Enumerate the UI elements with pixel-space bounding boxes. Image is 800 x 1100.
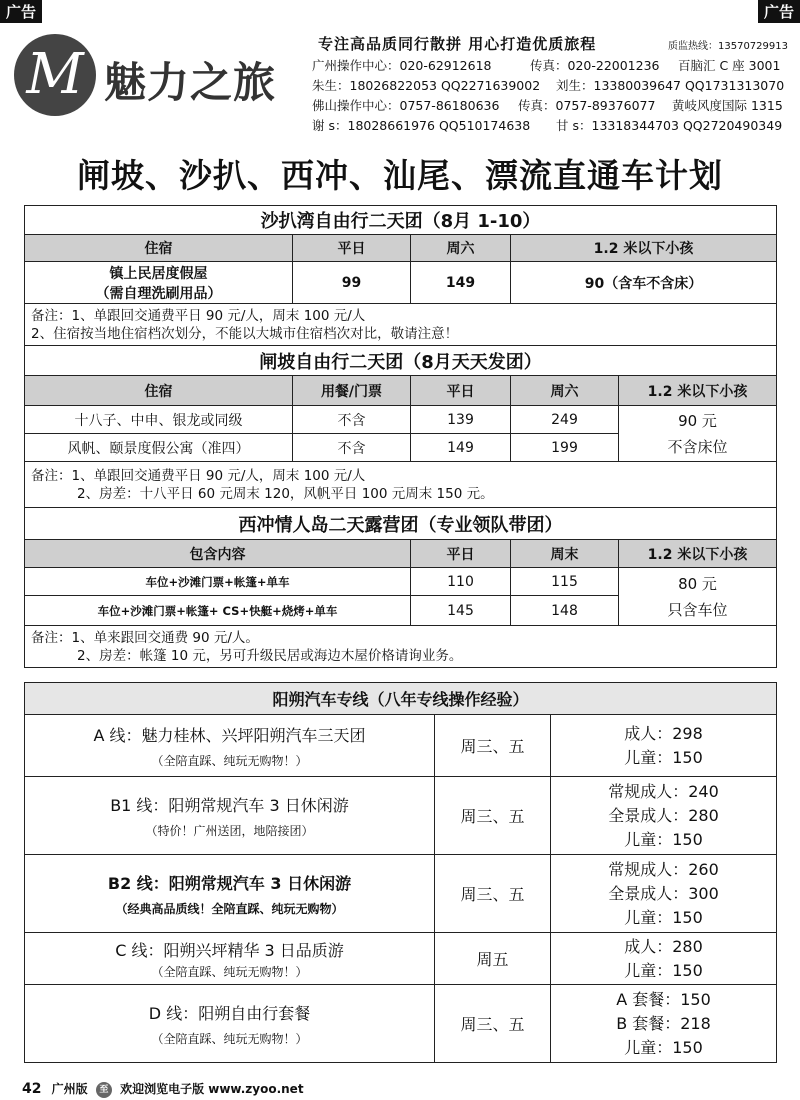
- route-a-price-1: 成人：298: [624, 723, 703, 743]
- zhapo-notes: [25, 462, 777, 508]
- logo-name: 魅力之旅: [104, 58, 277, 107]
- zhapo-header-weekday: 平日: [411, 376, 511, 406]
- route-d-days: 周三、五: [435, 985, 551, 1063]
- route-d-price-2: B 套餐：218: [616, 1013, 711, 1033]
- xichong-header-weekday: 平日: [411, 540, 511, 568]
- shaba-notes: [25, 304, 777, 346]
- route-d-price-1: A 套餐：150: [616, 989, 711, 1009]
- route-c-prices: [551, 933, 777, 985]
- zhapo-row-2-lodging: 风帆、颐景度假公寓（准四）: [25, 434, 293, 462]
- shaba-lodging-name: 镇上民居度假屋: [109, 265, 208, 282]
- route-b2-price-1: 常规成人：260: [608, 859, 719, 879]
- route-b2-name: B2 线：阳朔常规汽车 3 日休闲游: [107, 873, 352, 893]
- shaba-note-2: 2、住宿按当地住宿档次划分，不能以大城市住宿档次对比，敬请注意！: [31, 325, 459, 342]
- zhapo-header-lodging: 住宿: [25, 376, 293, 406]
- hotline: 质监热线：13570729913: [668, 41, 788, 52]
- shaba-lodging: [25, 262, 293, 304]
- page-number: 42: [22, 1081, 42, 1097]
- xichong-child-note: 只含车位: [667, 600, 728, 619]
- route-d: [25, 985, 435, 1063]
- route-c-price-2: 儿童：150: [624, 960, 703, 980]
- route-c: [25, 933, 435, 985]
- route-b1-price-1: 常规成人：240: [608, 781, 719, 801]
- shaba-header-saturday: 周六: [411, 235, 511, 262]
- zhapo-row-1-weekday: 139: [411, 406, 511, 434]
- shaba-note-1: 备注：1、单跟回交通费平日 90 元/人，周末 100 元/人: [31, 307, 366, 324]
- xichong-title: 西冲情人岛二天露营团（专业领队带团）: [25, 508, 777, 540]
- footer-text: 欢迎浏览电子版 www.zyoo.net: [120, 1082, 304, 1096]
- zhapo-child-price: 90 元: [678, 411, 717, 430]
- zhapo-table: [24, 345, 777, 508]
- route-c-name: C 线：阳朔兴坪精华 3 日品质游: [115, 940, 344, 960]
- zhapo-row-2-saturday: 199: [511, 434, 619, 462]
- shaba-table: [24, 205, 777, 346]
- route-d-sub: （全陪直踩、纯玩无购物！）: [151, 1031, 308, 1046]
- xichong-row-2-weekday: 145: [411, 596, 511, 626]
- zhapo-header-saturday: 周六: [511, 376, 619, 406]
- zhapo-title: 闸坡自由行二天团（8月天天发团）: [25, 346, 777, 376]
- route-d-name: D 线：阳朔自由行套餐: [148, 1003, 311, 1023]
- shaba-lodging-note: （需自理洗刷用品）: [95, 285, 222, 302]
- zhapo-header-child: 1.2 米以下小孩: [619, 376, 777, 406]
- zhapo-row-1-saturday: 249: [511, 406, 619, 434]
- route-b2-price-3: 儿童：150: [624, 907, 703, 927]
- zhapo-row-2-meals: 不含: [293, 434, 411, 462]
- shaba-header-lodging: 住宿: [25, 235, 293, 262]
- route-a-days: 周三、五: [435, 715, 551, 777]
- xichong-header-child: 1.2 米以下小孩: [619, 540, 777, 568]
- footer: [22, 1080, 304, 1098]
- yangshuo-table: [24, 682, 777, 1063]
- route-b2: [25, 855, 435, 933]
- zhapo-row-1-meals: 不含: [293, 406, 411, 434]
- xichong-row-1-contents: 车位+沙滩门票+帐篷+单车: [25, 568, 411, 596]
- xichong-row-2-contents: 车位+沙滩门票+帐篷+ CS+快艇+烧烤+单车: [25, 596, 411, 626]
- route-c-price-1: 成人：280: [624, 936, 703, 956]
- shaba-weekday-price: 99: [293, 262, 411, 304]
- shaba-header-child: 1.2 米以下小孩: [511, 235, 777, 262]
- zhapo-note-1: 备注：1、单跟回交通费平日 90 元/人，周末 100 元/人: [31, 467, 366, 484]
- route-b1-sub: （特价！广州送团，地陪接团）: [145, 823, 314, 838]
- contact-fs-fax: 传真：0757-89376077: [518, 98, 656, 113]
- route-c-days: 周五: [435, 933, 551, 985]
- zhapo-row-1-lodging: 十八子、中申、银龙或同级: [25, 406, 293, 434]
- shaba-saturday-price: 149: [411, 262, 511, 304]
- route-b1: [25, 777, 435, 855]
- route-a-prices: [551, 715, 777, 777]
- contact-liu: 刘生：13380039647 QQ1731313070: [556, 78, 785, 93]
- contact-fs-phone: 佛山操作中心：0757-86180636: [312, 98, 500, 113]
- route-d-prices: [551, 985, 777, 1063]
- route-a-name: A 线：魅力桂林、兴坪阳朔汽车三天团: [93, 725, 366, 745]
- route-a-price-2: 儿童：150: [624, 747, 703, 767]
- route-b1-price-2: 全景成人：280: [608, 805, 719, 825]
- route-b1-name: B1 线：阳朔常规汽车 3 日休闲游: [110, 795, 349, 815]
- route-b1-prices: [551, 777, 777, 855]
- brand-badge-icon: 至: [96, 1082, 112, 1098]
- route-b1-price-3: 儿童：150: [624, 829, 703, 849]
- yangshuo-title: 阳朔汽车专线（八年专线操作经验）: [25, 683, 777, 715]
- route-c-sub: （全陪直踩、纯玩无购物！）: [151, 964, 308, 979]
- xichong-child-price: 80 元: [678, 574, 717, 593]
- xichong-header-contents: 包含内容: [25, 540, 411, 568]
- xichong-row-1-weekday: 110: [411, 568, 511, 596]
- contact-gz-phone: 广州操作中心：020-62912618: [312, 58, 492, 73]
- contact-gz-fax: 传真：020-22001236: [530, 58, 660, 73]
- xichong-row-2-weekend: 148: [511, 596, 619, 626]
- slogan: 专注高品质同行散拼 用心打造优质旅程: [318, 35, 597, 53]
- page-title: 闸坡、沙扒、西冲、汕尾、漂流直通车计划: [77, 156, 723, 195]
- zhapo-row-2-weekday: 149: [411, 434, 511, 462]
- contact-xie: 谢 s：18028661976 QQ510174638: [312, 118, 531, 133]
- xichong-notes: [25, 626, 777, 668]
- route-b2-days: 周三、五: [435, 855, 551, 933]
- route-b2-sub: （经典高品质线！全陪直踩、纯玩无购物）: [115, 901, 344, 916]
- zhapo-child: [619, 406, 777, 462]
- route-d-price-3: 儿童：150: [624, 1037, 703, 1057]
- xichong-note-1: 备注：1、单来跟回交通费 90 元/人。: [31, 629, 259, 646]
- ad-label-left: 广告: [0, 0, 42, 23]
- edition-label: 广州版: [51, 1082, 88, 1096]
- xichong-note-2: 2、房差：帐篷 10 元，另可升级民居或海边木屋价格请询业务。: [77, 647, 463, 664]
- logo-mark: M: [14, 34, 96, 116]
- route-b2-price-2: 全景成人：300: [608, 883, 719, 903]
- contact-zhu: 朱生：18026822053 QQ2271639002: [312, 78, 541, 93]
- xichong-header-weekend: 周末: [511, 540, 619, 568]
- ad-label-right: 广告: [758, 0, 800, 23]
- route-a-sub: （全陪直踩、纯玩无购物！）: [151, 753, 308, 768]
- xichong-child: [619, 568, 777, 626]
- zhapo-header-meals: 用餐/门票: [293, 376, 411, 406]
- xichong-table: [24, 507, 777, 668]
- route-b2-prices: [551, 855, 777, 933]
- zhapo-note-2: 2、房差：十八平日 60 元周末 120，风帆平日 100 元周末 150 元。: [77, 485, 494, 502]
- shaba-child-price: 90（含车不含床）: [511, 262, 777, 304]
- shaba-title: 沙扒湾自由行二天团（8月 1-10）: [25, 206, 777, 235]
- contact-fs-address: 黄岐风度国际 1315: [672, 98, 783, 113]
- route-a: [25, 715, 435, 777]
- zhapo-child-note: 不含床位: [667, 437, 728, 456]
- xichong-row-1-weekend: 115: [511, 568, 619, 596]
- contact-gz-address: 百脑汇 C 座 3001: [678, 58, 781, 73]
- contact-gan: 甘 s：13318344703 QQ2720490349: [556, 118, 783, 133]
- route-b1-days: 周三、五: [435, 777, 551, 855]
- shaba-header-weekday: 平日: [293, 235, 411, 262]
